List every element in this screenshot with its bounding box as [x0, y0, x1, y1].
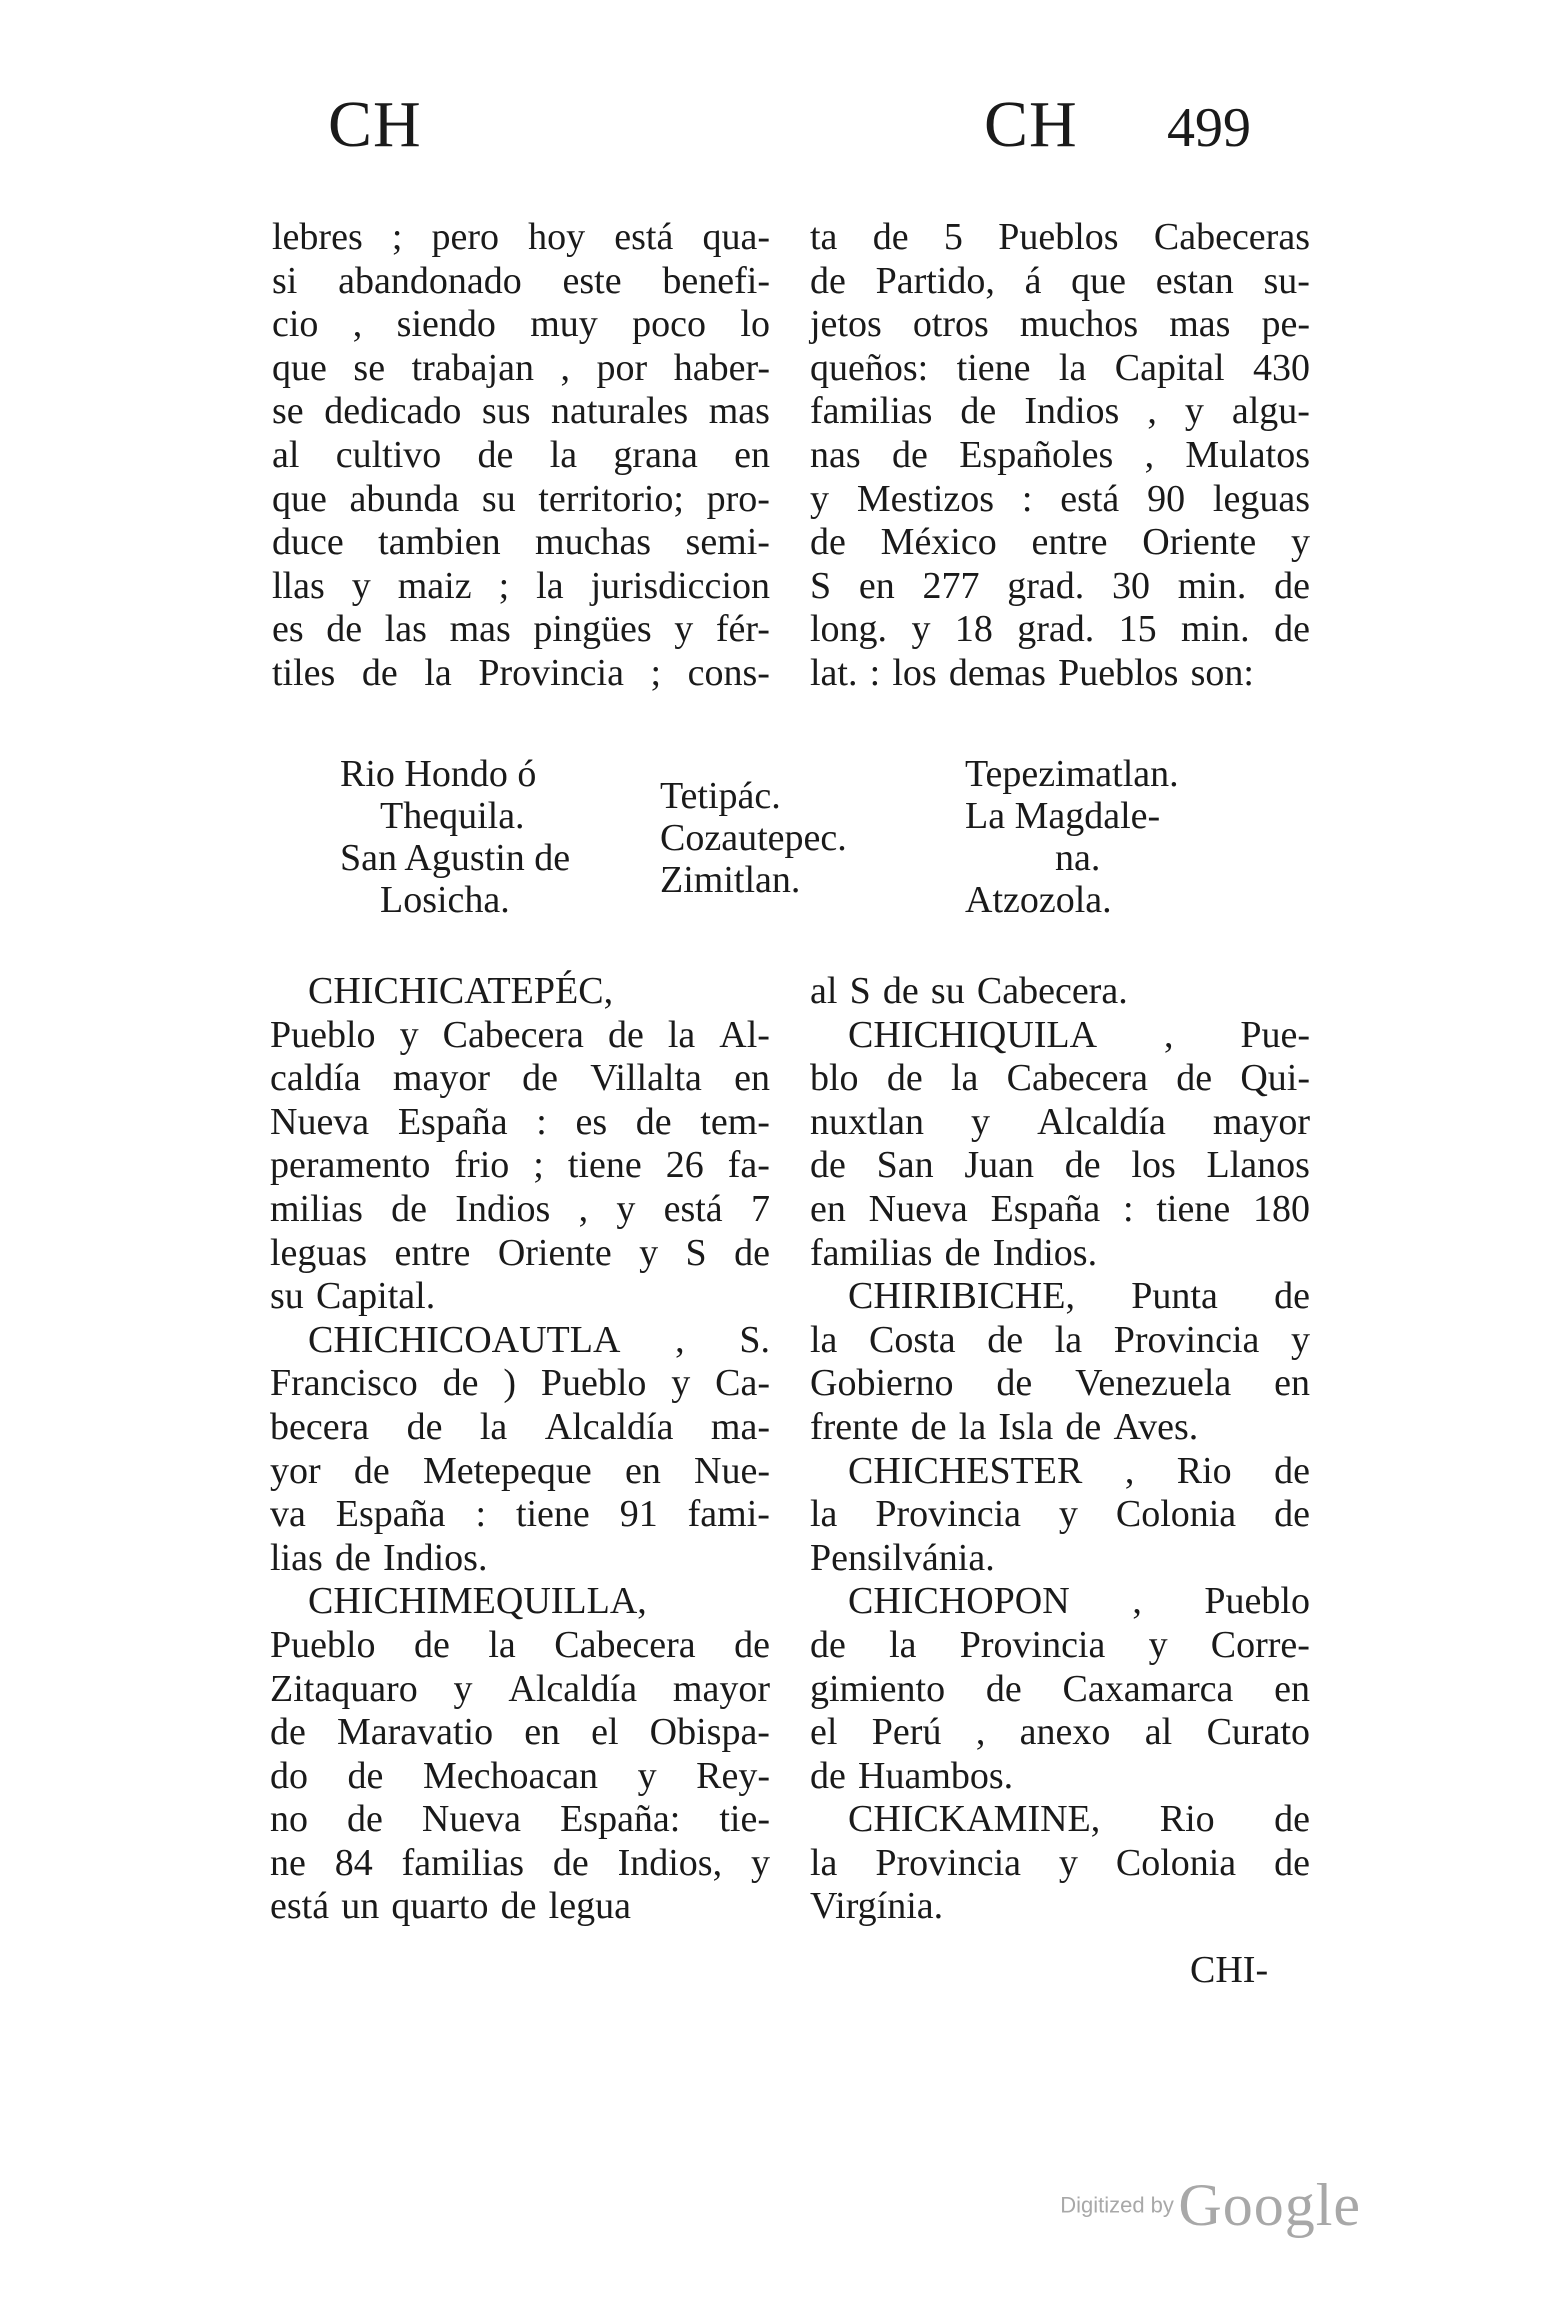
pueblo-list-col3 — [965, 753, 1179, 921]
text-line: de Partido, á que estan su- — [810, 259, 1310, 302]
pueblo-name: Atzozola. — [965, 879, 1112, 921]
text-line: y Mestizos : está 90 leguas — [810, 477, 1310, 520]
watermark-prefix: Digitized by — [1060, 2192, 1174, 2218]
text-line: tiles de la Provincia ; cons- — [272, 651, 770, 694]
text-line: va España : tiene 91 fami- — [270, 1493, 770, 1536]
text-line: ta de 5 Pueblos Cabeceras — [810, 216, 1310, 258]
text-line: la Costa de la Provincia y — [810, 1318, 1310, 1361]
text-line: es de las mas pingües y fér- — [272, 608, 770, 651]
text-line: no de Nueva España: tie- — [270, 1798, 770, 1841]
text-line: familias de Indios , y algu- — [810, 390, 1310, 433]
text-line: lat. : los demas Pueblos son: — [810, 651, 1254, 694]
pueblo-name: na. — [1055, 837, 1101, 879]
text-line: de México entre Oriente y — [810, 521, 1310, 564]
digitized-watermark — [1060, 2171, 1361, 2240]
pueblo-name: La Magdale- — [965, 795, 1161, 837]
google-logo: Google — [1178, 2172, 1361, 2238]
text-line: de Maravatio en el Obispa- — [270, 1711, 770, 1754]
text-line: CHICHIMEQUILLA, — [308, 1580, 647, 1623]
bottom-left-column — [270, 970, 770, 1929]
pueblo-name: Tetipác. — [660, 775, 781, 817]
text-line: Pensilvánia. — [810, 1536, 995, 1579]
text-line: Gobierno de Venezuela en — [810, 1362, 1310, 1405]
running-head-right: CH — [984, 88, 1078, 161]
text-line: Zitaquaro y Alcaldía mayor — [270, 1667, 770, 1710]
text-line: la Provincia y Colonia de — [810, 1493, 1310, 1536]
text-line: gimiento de Caxamarca en — [810, 1667, 1310, 1710]
text-line: en Nueva España : tiene 180 — [810, 1187, 1310, 1230]
text-line: CHICHESTER , Rio de — [848, 1449, 1310, 1492]
text-line: CHICHOPON , Pueblo — [848, 1580, 1310, 1623]
text-line: está un quarto de legua — [270, 1885, 631, 1928]
pueblo-name: Tepezimatlan. — [965, 753, 1179, 795]
running-head-left: CH — [328, 88, 422, 161]
catchword: CHI- — [1190, 1949, 1269, 1991]
text-line: leguas entre Oriente y S de — [270, 1231, 770, 1274]
text-line: queños: tiene la Capital 430 — [810, 346, 1310, 389]
text-line: peramento frio ; tiene 26 fa- — [270, 1144, 770, 1187]
pueblo-name: Losicha. — [380, 879, 510, 921]
text-line: CHIRIBICHE, Punta de — [848, 1275, 1310, 1318]
text-line: se dedicado sus naturales mas — [272, 390, 770, 433]
text-line: CHICKAMINE, Rio de — [848, 1798, 1310, 1841]
pueblo-name: San Agustin de — [340, 837, 571, 879]
pueblo-list-col2 — [660, 775, 847, 901]
pueblo-list-col1 — [340, 753, 570, 921]
text-line: CHICHICOAUTLA , S. — [308, 1318, 770, 1361]
text-line: si abandonado este benefi- — [272, 259, 770, 302]
text-line: que abunda su territorio; pro- — [272, 477, 770, 520]
bottom-right-column — [810, 970, 1310, 1929]
pueblo-name: Thequila. — [380, 795, 525, 837]
text-line: duce tambien muchas semi- — [272, 521, 770, 564]
text-line: Pueblo de la Cabecera de — [270, 1623, 770, 1666]
text-line: al S de su Cabecera. — [810, 970, 1128, 1012]
text-line: que se trabajan , por haber- — [272, 346, 770, 389]
text-line: nuxtlan y Alcaldía mayor — [810, 1100, 1310, 1143]
text-line: de Huambos. — [810, 1754, 1014, 1797]
text-line: jetos otros muchos mas pe- — [810, 303, 1310, 346]
top-left-column — [272, 216, 770, 696]
text-line: yor de Metepeque en Nue- — [270, 1449, 770, 1492]
text-line: long. y 18 grad. 15 min. de — [810, 608, 1310, 651]
text-line: de San Juan de los Llanos — [810, 1144, 1310, 1187]
text-line: su Capital. — [270, 1275, 436, 1318]
text-line: lebres ; pero hoy está qua- — [272, 216, 770, 258]
text-line: el Perú , anexo al Curato — [810, 1711, 1310, 1754]
text-line: Pueblo y Cabecera de la Al- — [270, 1013, 770, 1056]
text-line: S en 277 grad. 30 min. de — [810, 564, 1310, 607]
top-right-column — [810, 216, 1310, 696]
pueblo-name: Zimitlan. — [660, 859, 801, 901]
text-line: frente de la Isla de Aves. — [810, 1405, 1199, 1448]
text-line: blo de la Cabecera de Qui- — [810, 1057, 1310, 1100]
text-line: Nueva España : es de tem- — [270, 1100, 770, 1143]
pueblo-name: Rio Hondo ó — [340, 753, 537, 795]
text-line: nas de Españoles , Mulatos — [810, 433, 1310, 476]
text-line: cio , siendo muy poco lo — [272, 303, 770, 346]
text-line: la Provincia y Colonia de — [810, 1841, 1310, 1884]
text-line: CHICHIQUILA , Pue- — [848, 1013, 1310, 1056]
text-line: Francisco de ) Pueblo y Ca- — [270, 1362, 770, 1405]
text-line: milias de Indios , y está 7 — [270, 1187, 770, 1230]
text-line: caldía mayor de Villalta en — [270, 1057, 770, 1100]
text-line: de la Provincia y Corre- — [810, 1623, 1310, 1666]
text-line: ne 84 familias de Indios, y — [270, 1841, 770, 1884]
page-number: 499 — [1167, 97, 1251, 159]
text-line: llas y maiz ; la jurisdiccion — [272, 564, 770, 607]
text-line: lias de Indios. — [270, 1536, 488, 1579]
text-line: becera de la Alcaldía ma- — [270, 1405, 770, 1448]
pueblo-name: Cozautepec. — [660, 817, 847, 859]
text-line: CHICHICATEPÉC, — [308, 970, 614, 1012]
text-line: do de Mechoacan y Rey- — [270, 1754, 770, 1797]
text-line: familias de Indios. — [810, 1231, 1098, 1274]
text-line: al cultivo de la grana en — [272, 433, 770, 476]
text-line: Virgínia. — [810, 1885, 944, 1928]
